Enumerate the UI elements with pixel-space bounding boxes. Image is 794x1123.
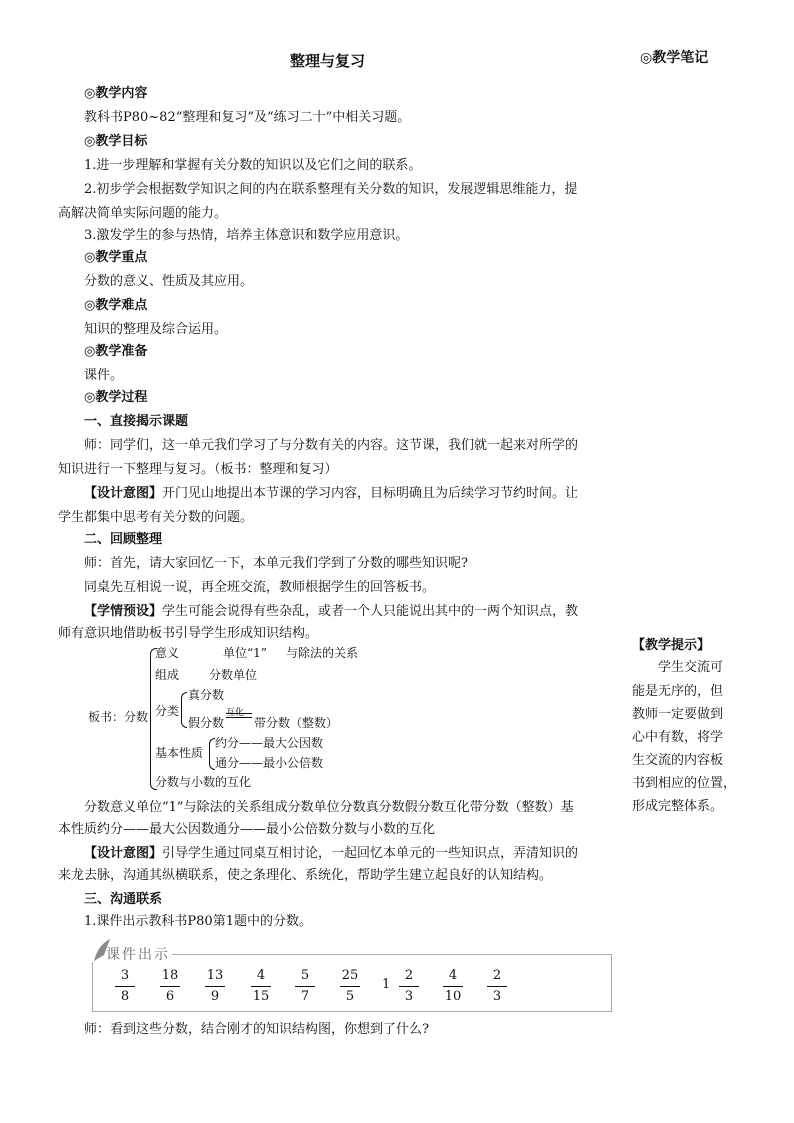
fraction (396, 968, 422, 1005)
fraction-numerator: 2 (492, 968, 502, 983)
difficulties-text: 知识的整理及综合运用。 (84, 322, 228, 337)
part2-header: 二、回顾整理 (84, 532, 163, 547)
key-points-text: 分数的意义、性质及其应用。 (84, 274, 254, 289)
content-text: 教科书P80~82“整理和复习”及“练习二十”中相关习题。 (84, 110, 411, 125)
fraction-whole: 1 (382, 977, 391, 992)
part2-design-note (84, 842, 578, 866)
fraction-denominator: 9 (210, 989, 220, 1004)
preparation-text: 课件。 (84, 368, 124, 383)
fraction-numerator: 2 (404, 968, 414, 983)
fraction-numerator: 3 (120, 968, 130, 983)
fraction-numerator: 13 (206, 968, 224, 983)
board-division: 与除法的关系 (286, 646, 359, 660)
part1-header: 一、直接揭示课题 (84, 414, 189, 429)
fraction (157, 968, 183, 1005)
goal-item: 1.进一步理解和掌握有关分数的知识以及它们之间的联系。 (84, 158, 422, 173)
sidebar-tip-label: 【教学提示】 (632, 638, 711, 653)
sidebar-tip-line: 学生交流可 (658, 660, 724, 675)
section-header-goals: ◎教学目标 (84, 134, 148, 149)
fraction-denominator: 5 (345, 989, 355, 1004)
fraction-bar (160, 986, 180, 987)
fraction-bar (115, 986, 135, 987)
part2-learn-line: 师有意识地借助板书引导学生形成知识结构。 (58, 626, 319, 641)
sidebar-tip-line: 书到相应的位置， (632, 776, 737, 791)
courseware-left-line (92, 962, 93, 1012)
part2-design-line: 来龙去脉，沟通其纵横联系，使之条理化、系统化，帮助学生建立起良好的认知结构。 (58, 868, 553, 883)
fraction (202, 968, 228, 1005)
part3-question: 师：看到这些分数，结合刚才的知识结构图，你想到了什么? (84, 1022, 429, 1037)
part1-design-line: 学生都集中思考有关分数的问题。 (58, 510, 254, 525)
fraction (292, 968, 318, 1005)
fraction-denominator: 6 (165, 989, 175, 1004)
fraction-denominator: 15 (252, 989, 270, 1004)
fraction (112, 968, 138, 1005)
fraction-numerator: 18 (161, 968, 179, 983)
sidebar-tip-line: 能是无序的，但 (632, 684, 724, 699)
fraction-bar (251, 986, 271, 987)
board-arrow-left (226, 717, 252, 718)
fraction-bar (205, 986, 225, 987)
part3-line: 1.课件出示教科书P80第1题中的分数。 (84, 914, 312, 929)
fraction-numerator: 5 (300, 968, 310, 983)
section-header-process: ◎教学过程 (84, 390, 148, 405)
fraction-bar (399, 986, 419, 987)
board-common: 通分——最小公倍数 (215, 756, 324, 770)
board-unit1: 单位“1” (223, 646, 267, 660)
fraction-denominator: 3 (492, 989, 502, 1004)
board-arrow-right (226, 713, 252, 714)
goal-item: 3.激发学生的参与热情，培养主体意识和数学应用意识。 (84, 228, 409, 243)
sidebar-tip-line: 生交流的内容板 (632, 753, 724, 768)
teaching-notes-label: ◎教学笔记 (640, 50, 709, 66)
board-decimal: 分数与小数的互化 (155, 775, 252, 789)
fraction-bar (443, 986, 463, 987)
board-summary-line: 本性质约分——最大公因数通分——最小公倍数分数与小数的互化 (58, 822, 436, 837)
section-header-key-points: ◎教学重点 (84, 250, 148, 265)
fraction-denominator: 3 (404, 989, 414, 1004)
fraction-bar (340, 986, 360, 987)
part2-line: 同桌先互相说一说，再全班交流，教师根据学生的回答板书。 (84, 580, 436, 595)
design-label: 【设计意图】 (84, 486, 163, 501)
fraction-numerator: 25 (341, 968, 359, 983)
fraction (248, 968, 274, 1005)
section-header-difficulties: ◎教学难点 (84, 298, 148, 313)
board-property: 基本性质 (155, 746, 204, 760)
board-meaning: 意义 (155, 646, 180, 660)
fraction-numerator: 4 (256, 968, 266, 983)
fraction (440, 968, 466, 1005)
fraction-bar (487, 986, 507, 987)
part2-learn-note (84, 600, 578, 624)
board-interchange-label: 互化 (226, 708, 245, 718)
part2-line: 师：首先，请大家回忆一下，本单元我们学到了分数的哪些知识呢? (84, 556, 468, 571)
part1-design-note (84, 482, 578, 506)
board-fraction-unit: 分数单位 (209, 668, 258, 682)
design-text: 引导学生通过同桌互相讨论，一起回忆本单元的一些知识点，弄清知识的 (162, 846, 579, 861)
board-improper: 假分数 (188, 716, 225, 730)
fraction-bar (295, 986, 315, 987)
sidebar-tip-line: 教师一定要做到 (632, 707, 724, 722)
fraction-denominator: 10 (444, 989, 462, 1004)
board-brace-classify (181, 692, 187, 728)
part1-line: 知识进行一下整理与复习。（板书：整理和复习） (58, 462, 338, 477)
page-title: 整理与复习 (290, 52, 366, 70)
board-composition: 组成 (155, 668, 180, 682)
fraction (337, 968, 363, 1005)
board-proper: 真分数 (188, 688, 225, 702)
board-summary-line: 分数意义单位“1”与除法的关系组成分数单位分数真分数假分数互化带分数（整数）基 (84, 800, 574, 815)
sidebar-tip-line: 形成完整体系。 (632, 799, 724, 814)
board-lead: 板书：分数 (88, 710, 149, 724)
fraction-denominator: 8 (120, 989, 130, 1004)
part1-line: 师：同学们，这一单元我们学习了与分数有关的内容。这节课，我们就一起来对所学的 (84, 438, 579, 453)
design-label: 【设计意图】 (84, 846, 163, 861)
fraction (484, 968, 510, 1005)
board-mixed: 带分数（整数） (254, 716, 339, 730)
board-classify: 分类 (155, 704, 180, 718)
sidebar-tip-line: 心中有数，将学 (632, 730, 724, 745)
courseware-right-line (611, 954, 612, 1012)
learn-text: 学生可能会说得有些杂乱，或者一个人只能说出其中的一两个知识点，教 (162, 604, 579, 619)
courseware-label: 课件出示 (106, 947, 170, 963)
fraction-denominator: 7 (300, 989, 310, 1004)
board-reduce: 约分——最大公因数 (215, 736, 324, 750)
courseware-top-line (172, 954, 612, 955)
fraction-numerator: 4 (448, 968, 458, 983)
part3-header: 三、沟通联系 (84, 892, 163, 907)
goal-item: 2.初步学会根据数学知识之间的内在联系整理有关分数的知识，发展逻辑思维能力，提 (84, 182, 578, 197)
section-header-preparation: ◎教学准备 (84, 344, 148, 359)
courseware-bottom-line (92, 1011, 612, 1012)
section-header-content: ◎教学内容 (84, 86, 148, 101)
design-text: 开门见山地提出本节课的学习内容，目标明确且为后续学习节约时间。让 (162, 486, 579, 501)
goal-item: 高解决简单实际问题的能力。 (58, 206, 228, 221)
learn-label: 【学情预设】 (84, 604, 163, 619)
